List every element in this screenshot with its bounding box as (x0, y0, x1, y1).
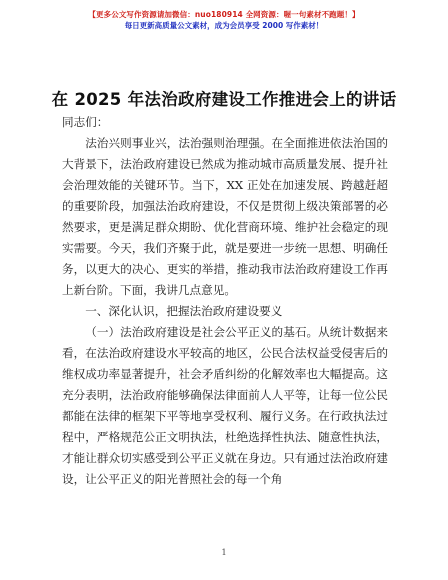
section-heading: 一、深化认识，把握法治政府建设要义 (85, 304, 283, 318)
banner-update-line: 每日更新高质量公文素材，成为会员享受 2000 写作素材！ (124, 21, 324, 30)
salutation: 同志们： (62, 115, 109, 129)
document-title: 在 2025 年法治政府建设工作推进会上的讲话 (51, 90, 397, 109)
page-number: 1 (221, 548, 227, 557)
banner-promo-line: 【更多公文写作资源请加微信：nuo180914 全网资源：喔一句素材不跑题！】 (88, 10, 360, 19)
opening-paragraph: 法治兴则事业兴，法治强则治理强。在全面推进依法治国的大背景下，法治政府建设已然成为推动城市高质量发展、提升社会治理效能的关键环节。当下，XX 正处在加速发展、跨越赶超的重要阶段，加强法治政府建设，不仅是贯彻上级决策部署的必然要求，更是满足群众期盼、优化营商环境、维护社会稳定的现实需要。今天，我们齐聚于此，就是要进一步统一思想、明确任务，以更大的决心、更实的举措，推动我市法治政府建设工作再上新台阶。下面，我讲几点意见。 (62, 136, 388, 297)
header-banner (0, 9, 448, 31)
document-body (62, 112, 388, 490)
sub-section-paragraph: （一）法治政府建设是社会公平正义的基石。从统计数据来看，在法治政府建设水平较高的地区，公民合法权益受侵害后的维权成功率显著提升，社会矛盾纠纷的化解效率也大幅提高。这充分表明，法治政府能够确保法律面前人人平等，让每一位公民都能在法律的框架下平等地享受权利、履行义务。在行政执法过程中，严格规范公正文明执法，杜绝选择性执法、随意性执法，才能让群众切实感受到公平正义就在身边。只有通过法治政府建设，让公平正义的阳光普照社会的每一个角 (62, 325, 388, 486)
